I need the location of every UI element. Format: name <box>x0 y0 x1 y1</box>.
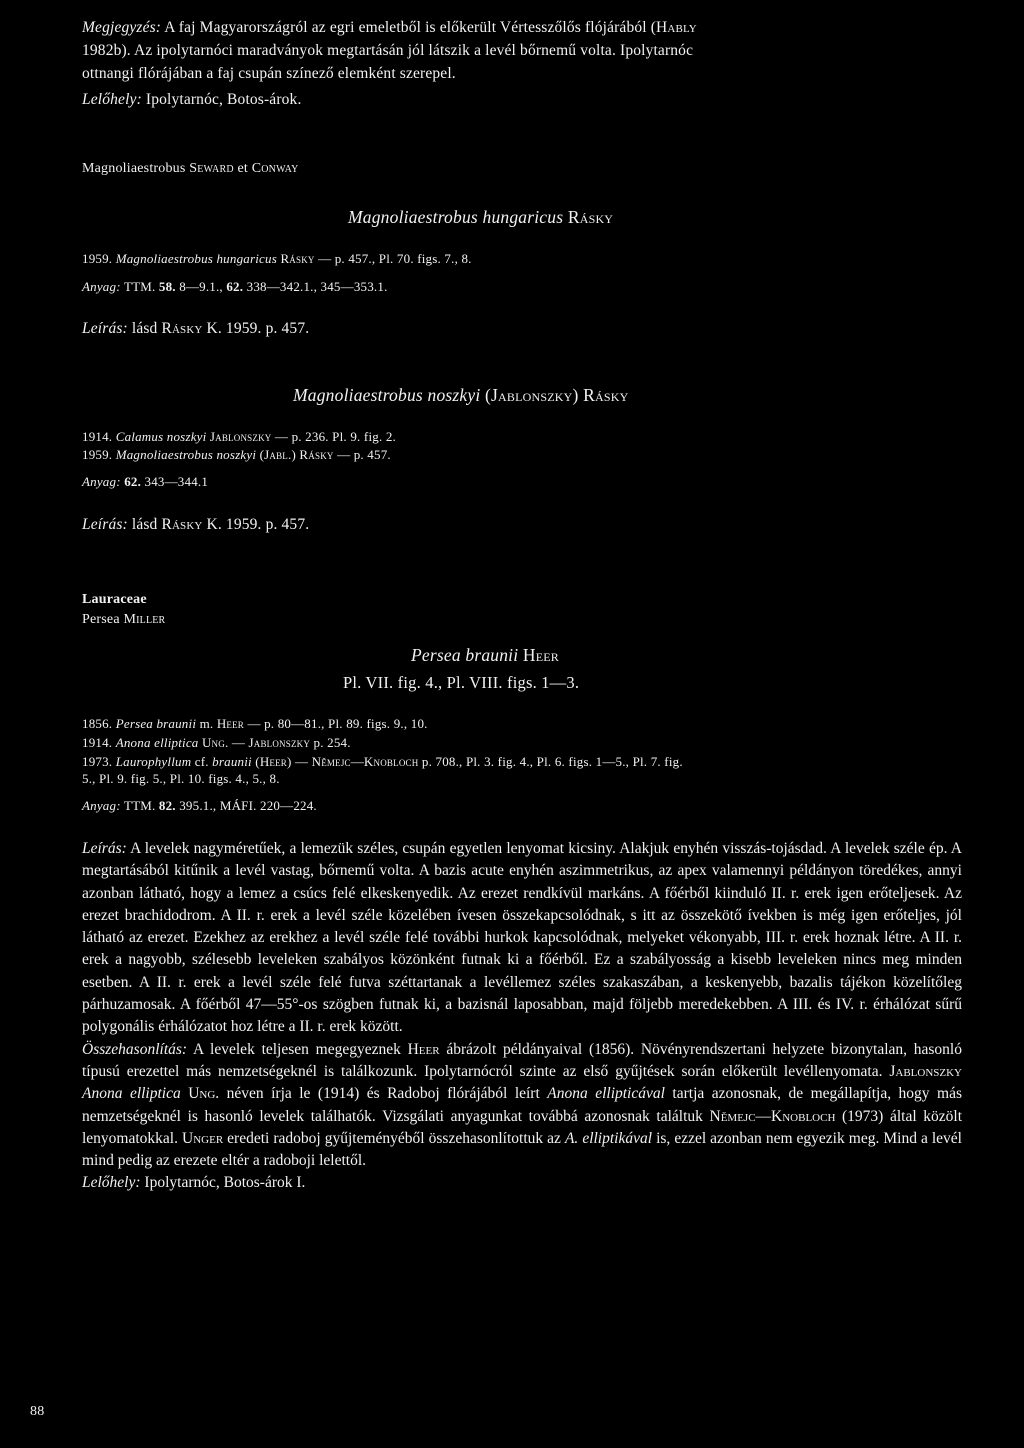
synonym-line: 1959. Magnoliaestrobus hungaricus Rásky — p. 457., Pl. 70. figs. 7., 8. <box>82 251 472 266</box>
species-title-persea: Persea braunii Heer <box>411 645 559 665</box>
comparison-paragraph: Összehasonlítás: A levelek teljesen megegyeznek Heer ábrázolt példányaival (1856). Növényrendszertani helyzete bizonytalan, hasonló típusú erezettel más nemzetségeknél is találkozunk. Ipolytarnócról szinte az első gyűjtések során előkerült levéllenyomata. Jablonszky Anona elliptica Ung. néven írja le (1914) és Radoboj flórájából leírt Anona ellipticával tartja azonosnak, de megállapítja, hogy más nemzetségeknél is hasonló levelek találhatók. Vizsgálati anyagunkat továbbá azonosnak találtuk Němejc—Knobloch (1973) által közölt lenyomatokkal. Unger eredeti radoboj gyűjteményéből összehasonlítottuk az A. elliptikával is, ezzel azonban nem egyezik meg. Mind a levél mind pedig az erezete eltér a radoboji lelettől. <box>82 1040 963 1170</box>
genus-heading: Persea Miller <box>82 612 166 627</box>
locality-paragraph: Lelőhely: Ipolytarnóc, Botos-árok I. <box>82 1174 306 1192</box>
synonym-line: 1914. Anona elliptica Ung. — Jablonszky p. 254. <box>82 735 351 750</box>
description-paragraph: Leírás: A levelek nagyméretűek, a lemezük széles, csupán egyetlen lenyomat kicsiny. Alakjuk enyhén visszás-tojásdad. A levelek széle ép. A megtartásából kitűnik a levél vastag, bőrnemű volta. A bazis acute enyhén aszimmetrikus, az apex valamennyi példányon töredékes, annyi azonban látható, hogy a lemez a csúcs felé elkeskenyedik. Az erezet rendkívül markáns. A főérből kiinduló II. r. erek igen erőteljesek. Az erezet brachidodrom. A II. r. erek a levél széle közelében ívesen összekapcsolódnak, s itt az összekötő ívekben is még igen erőteljes, jól látható az erezet. Ezekhez az erekhez a levél széle felé további hurkok kapcsolódnak, melyeket vékonyabb, III. r. erek hoznak létre. A II. r. erek a nagyobb, szélesebb leveleken szabályos közönként futnak ki a főérből. Ez a szabályosság a kisebb leveleken nincs meg minden esetben. A II. r. erek a levél széle felé futva széttartanak a levéllemez széles szakaszában, a keskenyebb, bazalis tájékon közelítőleg párhuzamosak. A főérből 47—55°-os szögben futnak ki, a bazisnál laposabban, majd följebb meredekebben. A III. és IV. r. érhálózat sűrű polygonális érhálózatot hoz létre a II. r. erek között. <box>82 840 962 1036</box>
description-block <box>82 838 962 1195</box>
synonym-line: 1973. Laurophyllum cf. braunii (Heer) — Němejc—Knobloch p. 708., Pl. 3. fig. 4., Pl. 6. figs. 1—5., Pl. 7. fig. <box>82 754 683 769</box>
description-ref: Leírás: lásd Rásky K. 1959. p. 457. <box>82 516 310 533</box>
description-ref: Leírás: lásd Rásky K. 1959. p. 457. <box>82 320 310 337</box>
synonym-line: 1959. Magnoliaestrobus noszkyi (Jabl.) Rásky — p. 457. <box>82 447 391 462</box>
note-line-2: 1982b). Az ipolytarnóci maradványok megtartásán jól látszik a levél bőrnemű volta. Ipolytarnóc <box>82 42 694 59</box>
material-line: Anyag: 62. 343—344.1 <box>82 474 209 489</box>
species-title-noszkyi: Magnoliaestrobus noszkyi (Jablonszky) Rásky <box>293 385 629 405</box>
material-line: Anyag: TTM. 58. 8—9.1., 62. 338—342.1., 345—353.1. <box>82 279 388 294</box>
genus-heading: Magnoliaestrobus Seward et Conway <box>82 161 299 176</box>
material-line: Anyag: TTM. 82. 395.1., MÁFI. 220—224. <box>82 798 317 813</box>
synonym-line-cont: 5., Pl. 9. fig. 5., Pl. 10. figs. 4., 5., 8. <box>82 771 280 786</box>
species-title-hungaricus: Magnoliaestrobus hungaricus Rásky <box>348 207 614 227</box>
locality-top: Lelőhely: Ipolytarnóc, Botos-árok. <box>82 91 302 108</box>
species-plates: Pl. VII. fig. 4., Pl. VIII. figs. 1—3. <box>343 673 580 692</box>
note-label: Megjegyzés: <box>82 19 162 36</box>
page-number: 88 <box>30 1404 45 1419</box>
note-line-1: Megjegyzés: A faj Magyarországról az egri emeletből is előkerült Vértesszőlős flójárából (Hably <box>82 19 697 36</box>
family-heading: Lauraceae <box>82 592 147 607</box>
note-line-3: ottnangi flórájában a faj csupán színező elemként szerepel. <box>82 65 456 82</box>
synonym-line: 1914. Calamus noszkyi Jablonszky — p. 236. Pl. 9. fig. 2. <box>82 429 397 444</box>
synonym-line: 1856. Persea braunii m. Heer — p. 80—81., Pl. 89. figs. 9., 10. <box>82 716 428 731</box>
